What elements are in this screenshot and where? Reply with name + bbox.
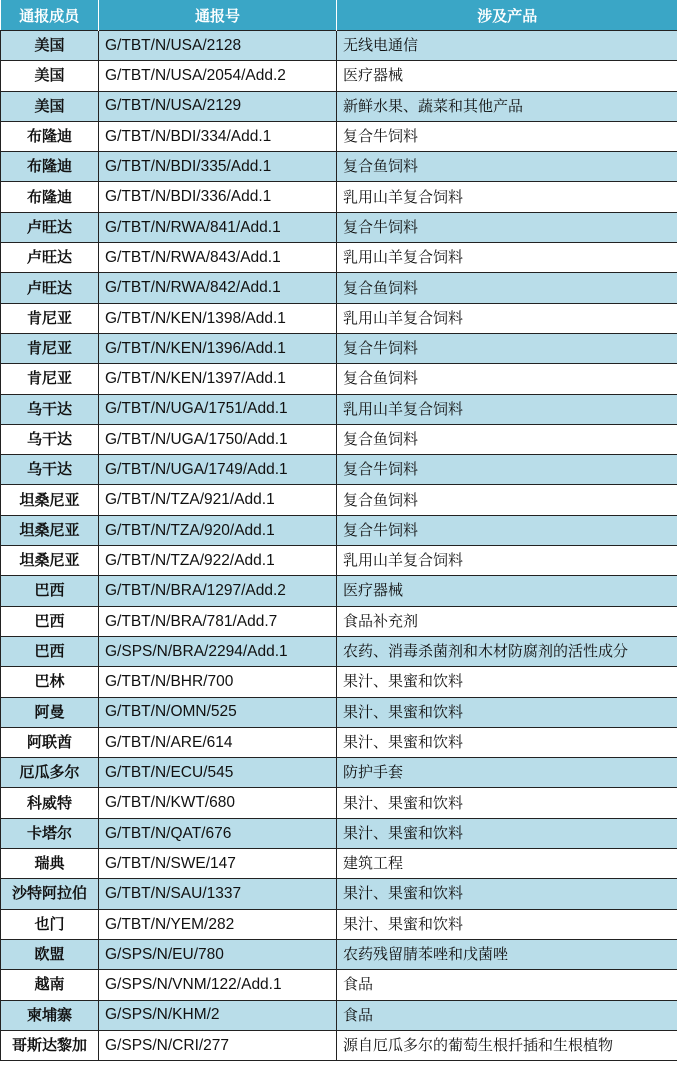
number-cell: G/TBT/N/UGA/1749/Add.1 [99, 455, 337, 485]
number-cell: G/TBT/N/RWA/842/Add.1 [99, 273, 337, 303]
product-cell: 新鲜水果、蔬菜和其他产品 [337, 91, 677, 121]
table-row [1, 546, 677, 576]
number-cell: G/TBT/N/KEN/1398/Add.1 [99, 303, 337, 333]
table-header [1, 0, 677, 31]
number-cell: G/SPS/N/VNM/122/Add.1 [99, 970, 337, 1000]
table-row [1, 303, 677, 333]
table-row [1, 152, 677, 182]
product-cell: 果汁、果蜜和饮料 [337, 909, 677, 939]
product-cell: 乳用山羊复合饲料 [337, 546, 677, 576]
number-cell: G/TBT/N/BHR/700 [99, 667, 337, 697]
member-cell: 肯尼亚 [1, 333, 99, 363]
table-row [1, 333, 677, 363]
member-cell: 阿曼 [1, 697, 99, 727]
product-cell: 果汁、果蜜和饮料 [337, 667, 677, 697]
member-cell: 乌干达 [1, 455, 99, 485]
table-row [1, 61, 677, 91]
table-row [1, 31, 677, 61]
number-cell: G/TBT/N/QAT/676 [99, 818, 337, 848]
product-cell: 防护手套 [337, 758, 677, 788]
table-row [1, 273, 677, 303]
product-cell: 复合鱼饲料 [337, 273, 677, 303]
table-row [1, 212, 677, 242]
number-cell: G/TBT/N/TZA/921/Add.1 [99, 485, 337, 515]
product-cell: 农药残留腈苯唑和戊菌唑 [337, 939, 677, 969]
number-cell: G/TBT/N/SWE/147 [99, 849, 337, 879]
member-cell: 柬埔寨 [1, 1000, 99, 1030]
product-cell: 果汁、果蜜和饮料 [337, 818, 677, 848]
product-cell: 果汁、果蜜和饮料 [337, 788, 677, 818]
member-cell: 巴西 [1, 576, 99, 606]
product-cell: 食品 [337, 970, 677, 1000]
number-cell: G/TBT/N/USA/2129 [99, 91, 337, 121]
table-row [1, 1000, 677, 1030]
member-cell: 巴西 [1, 636, 99, 666]
table-row [1, 576, 677, 606]
number-cell: G/TBT/N/OMN/525 [99, 697, 337, 727]
product-cell: 乳用山羊复合饲料 [337, 243, 677, 273]
table-row [1, 424, 677, 454]
table-row [1, 243, 677, 273]
member-cell: 科威特 [1, 788, 99, 818]
table-row [1, 182, 677, 212]
member-cell: 卡塔尔 [1, 818, 99, 848]
number-cell: G/TBT/N/UGA/1750/Add.1 [99, 424, 337, 454]
member-cell: 哥斯达黎加 [1, 1030, 99, 1060]
table-row [1, 636, 677, 666]
table-row [1, 970, 677, 1000]
product-cell: 复合鱼饲料 [337, 364, 677, 394]
number-cell: G/SPS/N/KHM/2 [99, 1000, 337, 1030]
product-cell: 无线电通信 [337, 31, 677, 61]
member-cell: 卢旺达 [1, 273, 99, 303]
member-cell: 乌干达 [1, 394, 99, 424]
table-row [1, 939, 677, 969]
member-cell: 布隆迪 [1, 182, 99, 212]
product-cell: 食品补充剂 [337, 606, 677, 636]
product-cell: 复合牛饲料 [337, 212, 677, 242]
member-cell: 肯尼亚 [1, 364, 99, 394]
header-row [1, 0, 677, 31]
number-cell: G/TBT/N/ECU/545 [99, 758, 337, 788]
member-cell: 乌干达 [1, 424, 99, 454]
table-row [1, 909, 677, 939]
number-cell: G/TBT/N/BRA/781/Add.7 [99, 606, 337, 636]
member-cell: 美国 [1, 91, 99, 121]
member-cell: 巴西 [1, 606, 99, 636]
number-cell: G/SPS/N/EU/780 [99, 939, 337, 969]
product-cell: 乳用山羊复合饲料 [337, 182, 677, 212]
table-row [1, 1030, 677, 1060]
table-row [1, 727, 677, 757]
product-cell: 乳用山羊复合饲料 [337, 394, 677, 424]
member-cell: 也门 [1, 909, 99, 939]
member-cell: 沙特阿拉伯 [1, 879, 99, 909]
header-number: 通报号 [99, 0, 337, 31]
header-member: 通报成员 [1, 0, 99, 31]
number-cell: G/TBT/N/RWA/843/Add.1 [99, 243, 337, 273]
product-cell: 复合牛饲料 [337, 515, 677, 545]
product-cell: 医疗器械 [337, 576, 677, 606]
member-cell: 布隆迪 [1, 121, 99, 151]
number-cell: G/TBT/N/KEN/1396/Add.1 [99, 333, 337, 363]
product-cell: 农药、消毒杀菌剂和木材防腐剂的活性成分 [337, 636, 677, 666]
number-cell: G/TBT/N/BDI/335/Add.1 [99, 152, 337, 182]
number-cell: G/TBT/N/SAU/1337 [99, 879, 337, 909]
table-row [1, 879, 677, 909]
table-row [1, 394, 677, 424]
product-cell: 复合牛饲料 [337, 455, 677, 485]
number-cell: G/TBT/N/BDI/336/Add.1 [99, 182, 337, 212]
number-cell: G/TBT/N/BRA/1297/Add.2 [99, 576, 337, 606]
product-cell: 源自厄瓜多尔的葡萄生根扦插和生根植物 [337, 1030, 677, 1060]
table-row [1, 515, 677, 545]
product-cell: 果汁、果蜜和饮料 [337, 879, 677, 909]
product-cell: 复合鱼饲料 [337, 485, 677, 515]
table-row [1, 455, 677, 485]
product-cell: 建筑工程 [337, 849, 677, 879]
table-row [1, 849, 677, 879]
number-cell: G/SPS/N/CRI/277 [99, 1030, 337, 1060]
member-cell: 厄瓜多尔 [1, 758, 99, 788]
number-cell: G/TBT/N/USA/2054/Add.2 [99, 61, 337, 91]
table-row [1, 485, 677, 515]
product-cell: 复合鱼饲料 [337, 424, 677, 454]
table-row [1, 121, 677, 151]
number-cell: G/TBT/N/KWT/680 [99, 788, 337, 818]
member-cell: 美国 [1, 31, 99, 61]
member-cell: 卢旺达 [1, 212, 99, 242]
table-row [1, 667, 677, 697]
product-cell: 食品 [337, 1000, 677, 1030]
member-cell: 瑞典 [1, 849, 99, 879]
product-cell: 复合牛饲料 [337, 333, 677, 363]
member-cell: 布隆迪 [1, 152, 99, 182]
member-cell: 坦桑尼亚 [1, 485, 99, 515]
product-cell: 医疗器械 [337, 61, 677, 91]
member-cell: 巴林 [1, 667, 99, 697]
number-cell: G/TBT/N/YEM/282 [99, 909, 337, 939]
number-cell: G/TBT/N/UGA/1751/Add.1 [99, 394, 337, 424]
member-cell: 越南 [1, 970, 99, 1000]
header-product: 涉及产品 [337, 0, 677, 31]
member-cell: 卢旺达 [1, 243, 99, 273]
number-cell: G/TBT/N/TZA/922/Add.1 [99, 546, 337, 576]
table-row [1, 818, 677, 848]
product-cell: 果汁、果蜜和饮料 [337, 697, 677, 727]
table-row [1, 606, 677, 636]
member-cell: 阿联酋 [1, 727, 99, 757]
table-row [1, 91, 677, 121]
member-cell: 坦桑尼亚 [1, 515, 99, 545]
number-cell: G/TBT/N/BDI/334/Add.1 [99, 121, 337, 151]
member-cell: 肯尼亚 [1, 303, 99, 333]
member-cell: 欧盟 [1, 939, 99, 969]
member-cell: 美国 [1, 61, 99, 91]
table-body [1, 31, 677, 1061]
product-cell: 复合牛饲料 [337, 121, 677, 151]
number-cell: G/TBT/N/USA/2128 [99, 31, 337, 61]
product-cell: 乳用山羊复合饲料 [337, 303, 677, 333]
member-cell: 坦桑尼亚 [1, 546, 99, 576]
table-row [1, 364, 677, 394]
table-row [1, 758, 677, 788]
table-row [1, 697, 677, 727]
number-cell: G/SPS/N/BRA/2294/Add.1 [99, 636, 337, 666]
number-cell: G/TBT/N/ARE/614 [99, 727, 337, 757]
product-cell: 果汁、果蜜和饮料 [337, 727, 677, 757]
product-cell: 复合鱼饲料 [337, 152, 677, 182]
table-row [1, 788, 677, 818]
number-cell: G/TBT/N/KEN/1397/Add.1 [99, 364, 337, 394]
number-cell: G/TBT/N/TZA/920/Add.1 [99, 515, 337, 545]
number-cell: G/TBT/N/RWA/841/Add.1 [99, 212, 337, 242]
